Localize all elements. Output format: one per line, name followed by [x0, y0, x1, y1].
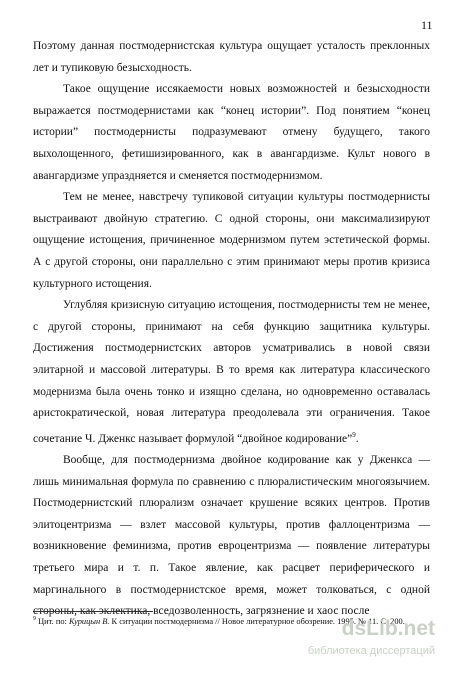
body-text — [33, 36, 430, 623]
paragraph-4 — [33, 295, 430, 450]
paragraph-1: Поэтому данная постмодернистская культура ощущает усталость преклонных лет и тупиковую безысходность. — [33, 40, 430, 74]
footnote-divider — [33, 611, 153, 612]
page-number: 11 — [421, 18, 433, 32]
paragraph-3: Тем не менее, навстречу тупиковой ситуации культуры постмодернисты выстраивают двойную стратегию. С одной стороны, они максимализируют ощущение истощения, причиненное модернизмом путем эстетической формы. А с другой стороны, они параллельно с этим принимают меры против кризиса культурного истощения. — [33, 191, 430, 290]
paragraph-4-text: Углубляя кризисную ситуацию истощения, постмодернисты тем не менее, с другой стороны, принимают на себя функцию защитника культуры. Достижения постмодернистских авторов усматривались в новой связи элитарной и массовой литературы. В то время как литература классического модернизма была очень тонко и изящно сделана, но одновременно оставалась аристократической, новая литература преодолевала эти ограничения. Такое сочетание Ч. Дженкс называет формулой “двойное кодирование” — [33, 299, 430, 445]
footnote-number: 9 — [33, 616, 36, 622]
paragraph-4-end: . — [355, 432, 359, 445]
footnote-prefix: Цит. по: — [38, 616, 69, 626]
watermark-subtitle: библиотека диссертаций — [307, 645, 435, 657]
footnote-author: Курицын В. — [68, 616, 110, 626]
footnote-reference[interactable]: 9 — [352, 430, 356, 439]
paragraph-5: Вообще, для постмодернизма двойное кодирование как у Дженкса — лишь минимальная формула по сравнению с плюралистическим многоязычием. Постмодернистский плюрализм означает крушение всяких центров. Против элитоцентризма — взлет массовой культуры, против фаллоцентризма — возникновение феминизма, против евроцентризма — появление литературы третьего мира и т. п. Такое явление, как расцвет периферического и маргинального в постмодернистское время, может толковаться, с одной стороны, как эклектика, вседозволенность, загрязнение и хаос после — [33, 454, 430, 618]
paragraph-2: Такое ощущение иссякаемости новых возможностей и безысходности выражается постмодернистами как “конец истории”. Под понятием “конец истории” постмодернисты подразумевают отмену будущего, такого выхолощенного, фетишизированного, как в авангардизме. Культ нового в авангардизме упраздняется и сменяется постмодернизмом. — [33, 83, 430, 182]
watermark — [275, 616, 435, 666]
watermark-logo: dsLib.net — [341, 617, 435, 640]
footnote-citation: К ситуации постмодернизма // Новое литературное обозрение. 1995. № 11. С. 200. — [109, 616, 405, 626]
